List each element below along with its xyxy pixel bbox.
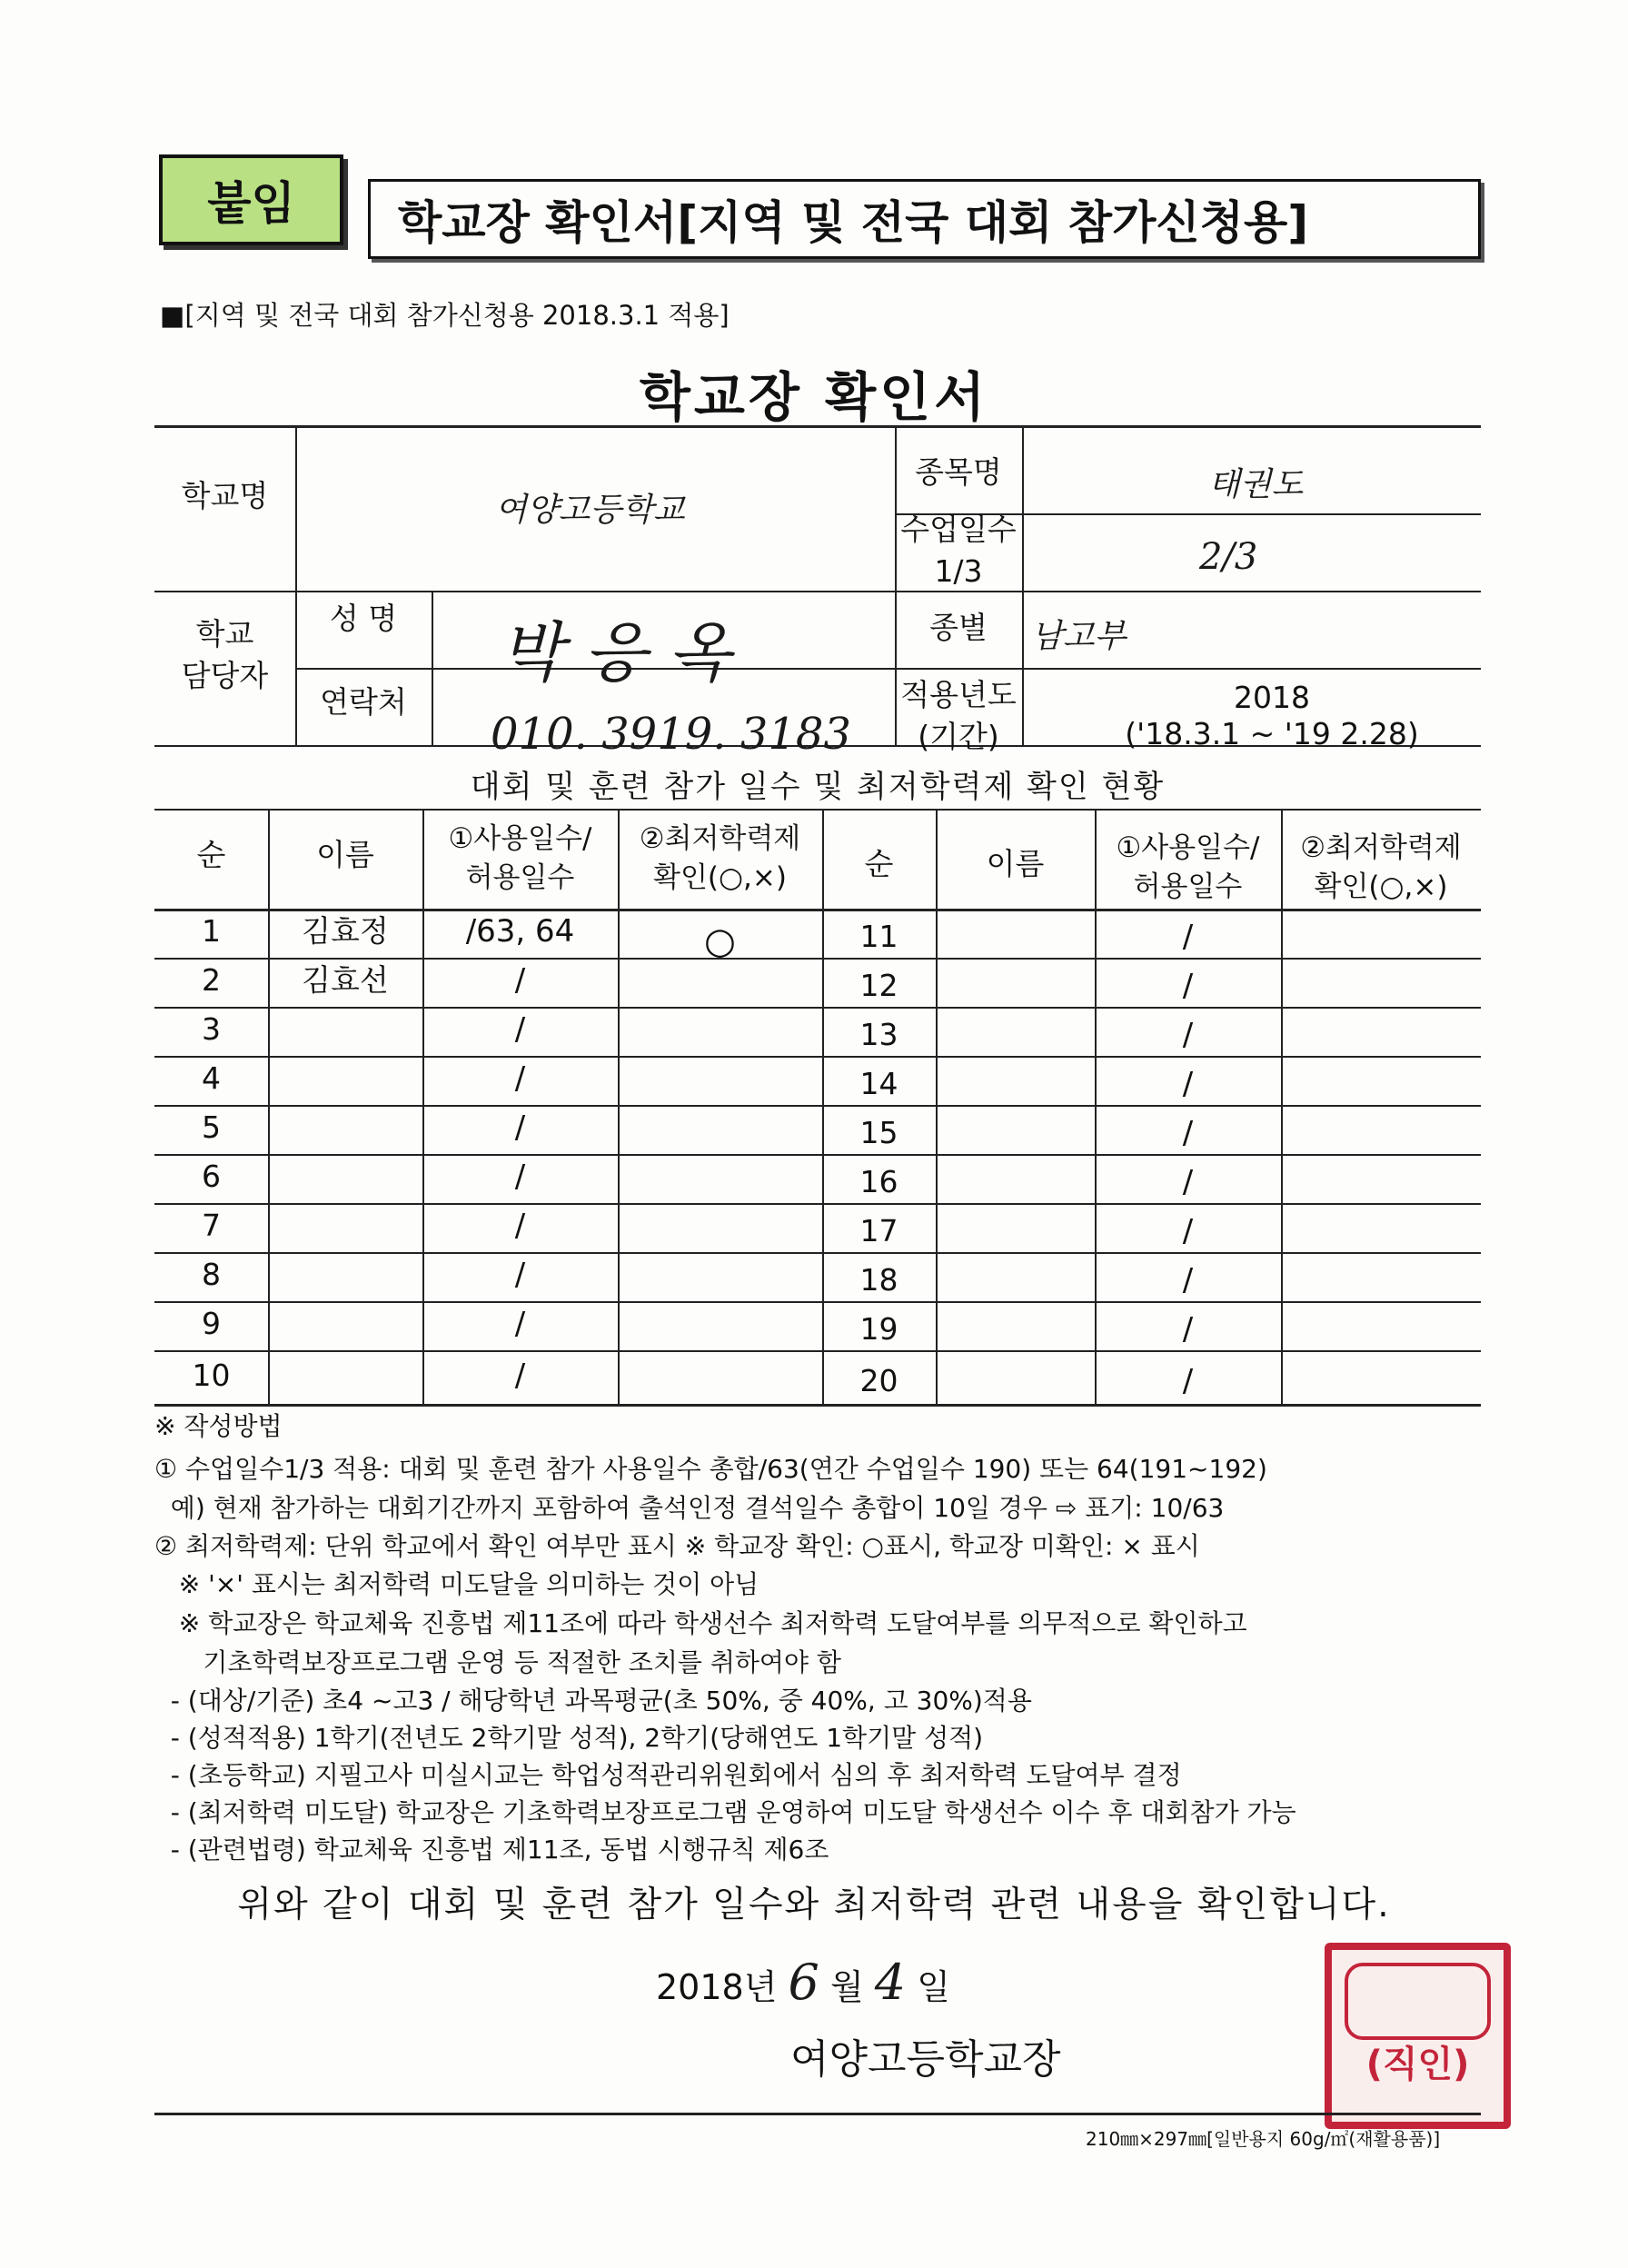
row-number-right: 14 [859,1066,898,1101]
table-bottom-border [154,1404,1481,1407]
row-days: / [514,1011,526,1048]
form-tag: ■[지역 및 전국 대회 참가신청용 2018.3.1 적용] [160,300,730,331]
row-number: 7 [202,1208,221,1243]
row-number-right: 19 [859,1311,898,1347]
date-month: 6 [788,1954,819,2011]
date-year: 2018년 [656,1967,778,2007]
row-days: / [514,1358,526,1394]
info-line [154,591,1481,592]
school-value: 여양고등학교 [495,492,685,529]
school-days-label: 수업일수 1/3 [900,512,1017,590]
note-line: ② 최저학력제: 단위 학교에서 확인 여부만 표시 ※ 학교장 확인: ○표시, 학교장 미확인: × 표시 [154,1531,1200,1561]
note-line: - (최저학력 미도달) 학교장은 기초학력보장프로그램 운영하여 미도달 학생선수 이수 후 대회참가 가능 [154,1797,1296,1827]
official-seal [1325,1943,1511,2129]
row-days: / [514,962,526,999]
document-title: 학교장 확인서 [639,366,989,428]
row-days-right: / [1182,968,1194,1004]
row-days-right: / [1182,1262,1194,1298]
date-day-label: 일 [917,1967,950,2007]
note-line: 예) 현재 참가하는 대회기간까지 포함하여 출석인정 결석일수 총합이 10일 경우 ⇨ 표기: 10/63 [154,1493,1225,1523]
info-line [1022,425,1024,745]
gender-value: 남고부 [1031,618,1127,655]
name-label: 성 명 [329,601,398,636]
event-value: 태권도 [1208,466,1304,503]
school-label: 학교명 [181,478,269,513]
table-section-title: 대회 및 훈련 참가 일수 및 최저학력제 확인 현황 [470,769,1166,805]
row-days-right: / [1182,1311,1194,1348]
note-line: - (성적적용) 1학기(전년도 2학기말 성적), 2학기(당해연도 1학기말 성적) [154,1723,984,1753]
row-days-right: / [1182,1363,1194,1399]
note-line: ※ 학교장은 학교체육 진흥법 제11조에 따라 학생선수 최저학력 도달여부를 의무적으로 확인하고 [154,1608,1247,1638]
row-days-right: / [1182,1066,1194,1102]
gender-label: 종별 [929,610,988,645]
header-no: 순 [196,837,226,872]
row-number: 9 [202,1306,221,1341]
info-line [295,425,297,745]
period-value: ('18.3.1 ~ '19 2.28) [1125,716,1419,751]
row-number: 1 [202,913,221,949]
footer-line [154,2113,1481,2115]
confirmation-text: 위와 같이 대회 및 훈련 참가 일수와 최저학력 관련 내용을 확인합니다. [237,1885,1391,1925]
row-name: 김효정 [302,913,389,949]
date-day: 4 [874,1954,907,2011]
note-line: - (관련법령) 학교체육 진흥법 제11조, 동법 시행규칙 제6조 [154,1835,829,1865]
row-number: 4 [202,1060,221,1096]
year-label: 적용년도 (기간) [900,677,1017,755]
header-name-right: 이름 [986,846,1045,881]
row-days: / [514,1159,526,1195]
row-days: / [514,1109,526,1146]
note-line: ※ 작성방법 [154,1411,283,1441]
row-name: 김효선 [302,962,389,998]
signer-name: 여양고등학교장 [790,2036,1061,2083]
note-line: 기초학력보장프로그램 운영 등 적절한 조치를 취하여야 함 [154,1647,841,1677]
table-line [936,809,938,1404]
note-line: - (초등학교) 지필고사 미실시교는 학업성적관리위원회에서 심의 후 최저학력 도달여부 결정 [154,1760,1182,1790]
info-top-border [154,425,1481,428]
row-number: 5 [202,1109,221,1145]
row-number-right: 15 [859,1115,898,1150]
staff-label: 학교 담당자 [181,616,269,694]
seal-border [1345,1963,1491,2040]
note-line: - (대상/기준) 초4 ~고3 / 해당학년 과목평균(초 50%, 중 40%, 고 30%)적용 [154,1686,1032,1716]
contact-label: 연락처 [320,684,407,720]
row-mark: ○ [704,920,736,962]
table-line [268,809,270,1404]
contact-value: 010. 3919. 3183 [491,709,851,760]
row-number: 6 [202,1159,221,1194]
info-line [432,591,433,745]
info-line [895,668,1481,670]
row-days-right: / [1182,1164,1194,1200]
row-number-right: 12 [859,968,898,1003]
row-number: 2 [202,962,221,998]
row-number-right: 17 [859,1213,898,1248]
row-days: /63, 64 [465,913,575,950]
row-number: 8 [202,1257,221,1292]
issue-date [656,1954,950,2011]
note-line: ① 수업일수1/3 적용: 대회 및 훈련 참가 사용일수 총합/63(연간 수업일수 190) 또는 64(191~192) [154,1454,1267,1484]
row-days: / [514,1257,526,1293]
row-days: / [514,1306,526,1342]
row-number-right: 18 [859,1262,898,1298]
school-days-value: 2/3 [1199,536,1258,578]
row-number-right: 20 [859,1363,898,1398]
paper-info: 210㎜×297㎜[일반용지 60g/㎡(재활용품)] [1086,2128,1441,2150]
row-number: 3 [202,1011,221,1047]
row-days-right: / [1182,1213,1194,1249]
header-min-achievement-right: ②최저학력제 확인(○,×) [1300,831,1462,904]
staff-name-value: 박 응 옥 [500,614,731,691]
header-no-right: 순 [864,846,894,881]
row-days-right: / [1182,1017,1194,1053]
row-number: 10 [192,1358,231,1393]
row-days-right: / [1182,1115,1194,1151]
header-days: ①사용일수/ 허용일수 [448,822,592,895]
row-number-right: 16 [859,1164,898,1199]
row-days: / [514,1208,526,1244]
header-title: 학교장 확인서[지역 및 전국 대회 참가신청용] [368,179,1481,259]
row-days: / [514,1060,526,1097]
note-line: ※ '×' 표시는 최저학력 미도달을 의미하는 것이 아님 [154,1569,759,1599]
row-number-right: 11 [859,919,898,954]
row-days-right: / [1182,919,1194,955]
year-value: 2018 [1234,680,1310,715]
header-min-achievement: ②최저학력제 확인(○,×) [639,822,801,895]
seal-label: (직인) [1365,2044,1470,2085]
event-label: 종목명 [915,454,1002,490]
date-month-label: 월 [829,1967,864,2007]
attachment-badge: 붙임 [159,154,343,245]
header-name: 이름 [316,837,374,872]
header-days-right: ①사용일수/ 허용일수 [1116,831,1260,904]
row-number-right: 13 [859,1017,898,1052]
